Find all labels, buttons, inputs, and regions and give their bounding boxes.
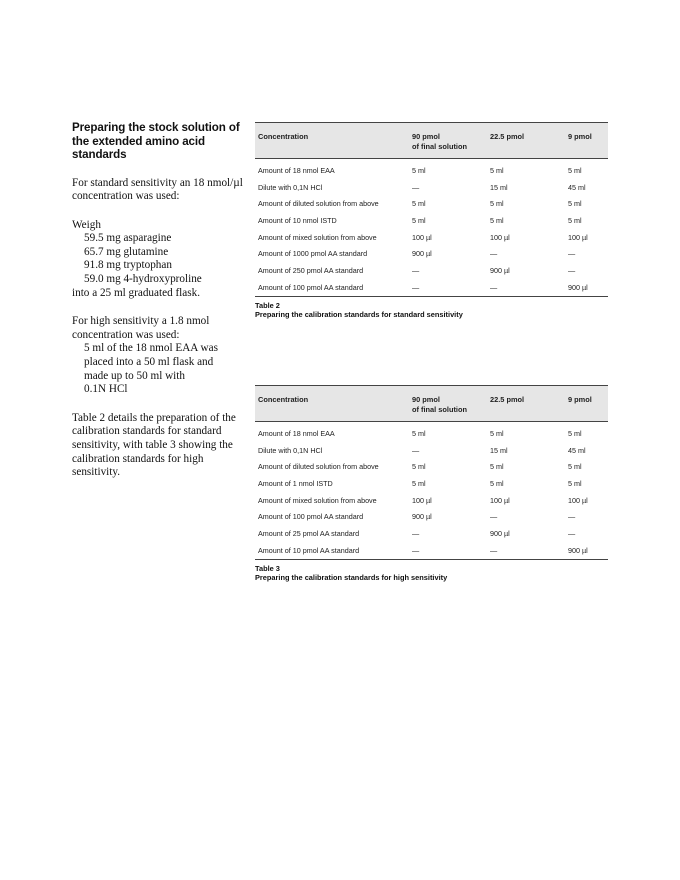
- cell: —: [412, 182, 420, 192]
- weigh-block: [72, 219, 244, 301]
- table-row: [255, 492, 608, 509]
- high-sensitivity-line: 5 ml of the 18 nmol EAA was: [84, 342, 218, 355]
- cell: —: [487, 542, 565, 559]
- cell: Amount of 18 nmol EAA: [258, 428, 335, 438]
- header-22-5-pmol: 22.5 pmol: [490, 395, 525, 404]
- cell: —: [490, 512, 498, 522]
- cell: 5 ml: [568, 462, 582, 472]
- cell: 5 ml: [412, 215, 426, 225]
- header-9-pmol: 9 pmol: [568, 132, 592, 141]
- table-row: [255, 159, 608, 179]
- cell: Amount of 1 nmol ISTD: [258, 478, 333, 488]
- table-row: [255, 245, 608, 262]
- cell: Amount of 18 nmol EAA: [258, 165, 335, 175]
- left-text-column: [72, 121, 244, 480]
- cell: 5 ml: [490, 478, 504, 488]
- cell: 100 µl: [490, 232, 510, 242]
- high-sensitivity-intro: For high sensitivity a 1.8 nmol concentration was used:: [72, 315, 210, 341]
- table-row: [255, 525, 608, 542]
- table-row: [255, 458, 608, 475]
- cell: —: [568, 512, 576, 522]
- high-sensitivity-line: made up to 50 ml with: [84, 369, 185, 382]
- cell: 100 µl: [568, 232, 588, 242]
- cell: Amount of diluted solution from above: [258, 199, 379, 209]
- cell: —: [409, 279, 487, 296]
- weigh-item: 91.8 mg tryptophan: [84, 259, 172, 272]
- cell: Amount of diluted solution from above: [258, 462, 379, 472]
- cell: —: [412, 445, 420, 455]
- table-row: [255, 212, 608, 229]
- cell: 5 ml: [568, 215, 582, 225]
- header-concentration: Concentration: [258, 395, 309, 404]
- cell: 5 ml: [568, 199, 582, 209]
- table-2-caption-title: Table 2: [255, 300, 280, 310]
- cell: 5 ml: [490, 199, 504, 209]
- cell: Amount of mixed solution from above: [258, 232, 377, 242]
- cell: 100 µl: [412, 495, 432, 505]
- table-header-row: [255, 386, 608, 422]
- high-sensitivity-line: 0.1N HCl: [84, 383, 128, 396]
- cell: 45 ml: [568, 182, 586, 192]
- cell: —: [568, 265, 576, 275]
- header-concentration: Concentration: [258, 132, 309, 141]
- weigh-end: into a 25 ml graduated flask.: [72, 286, 201, 299]
- cell: 900 µl: [565, 542, 608, 559]
- cell: 5 ml: [412, 199, 426, 209]
- cell: —: [487, 279, 565, 296]
- table-header-row: [255, 123, 608, 159]
- table-row: [255, 179, 608, 196]
- header-9-pmol: 9 pmol: [568, 395, 592, 404]
- cell: 5 ml: [490, 165, 504, 175]
- cell: 5 ml: [568, 478, 582, 488]
- cell: Dilute with 0,1N HCl: [258, 182, 323, 192]
- cell: 900 µl: [565, 279, 608, 296]
- cell: 5 ml: [568, 165, 582, 175]
- section-heading: Preparing the stock solution of the extended amino acid standards: [72, 121, 240, 161]
- cell: 900 µl: [490, 528, 510, 538]
- weigh-label: Weigh: [72, 218, 101, 231]
- table-row: [255, 542, 608, 559]
- table-row: [255, 442, 608, 459]
- cell: 5 ml: [412, 462, 426, 472]
- standard-sensitivity-paragraph: For standard sensitivity an 18 nmol/µl concentration was used:: [72, 176, 243, 203]
- header-90-pmol: 90 pmol of final solution: [412, 132, 468, 151]
- table-row: [255, 279, 608, 296]
- cell: Amount of mixed solution from above: [258, 495, 377, 505]
- weigh-item: 59.5 mg asparagine: [84, 232, 172, 245]
- cell: —: [409, 542, 487, 559]
- cell: 5 ml: [412, 165, 426, 175]
- table-2: [255, 122, 608, 320]
- tables-description-paragraph: Table 2 details the preparation of the calibration standards for standard sensitivity, with table 3 showing the calibration standards for high sensitivity.: [72, 411, 236, 479]
- cell: 5 ml: [568, 428, 582, 438]
- cell: Amount of 10 nmol ISTD: [258, 215, 337, 225]
- cell: 5 ml: [490, 215, 504, 225]
- cell: —: [568, 528, 576, 538]
- table-row: [255, 262, 608, 279]
- table-3: [255, 385, 608, 583]
- high-sensitivity-line: placed into a 50 ml flask and: [84, 356, 214, 369]
- table-row: [255, 195, 608, 212]
- cell: 100 µl: [568, 495, 588, 505]
- table-2-caption-text: Preparing the calibration standards for standard sensitivity: [255, 310, 463, 320]
- header-90-pmol: 90 pmol of final solution: [412, 395, 468, 414]
- table-row: [255, 475, 608, 492]
- cell: 5 ml: [490, 428, 504, 438]
- table-2-caption: [255, 301, 608, 320]
- cell: —: [568, 249, 576, 259]
- table-row: [255, 229, 608, 246]
- cell: 5 ml: [412, 478, 426, 488]
- weigh-item: 65.7 mg glutamine: [84, 245, 169, 258]
- cell: 100 µl: [412, 232, 432, 242]
- cell: 15 ml: [490, 182, 508, 192]
- cell: 900 µl: [490, 265, 510, 275]
- cell: Amount of 25 pmol AA standard: [258, 528, 360, 538]
- header-22-5-pmol: 22.5 pmol: [490, 132, 525, 141]
- cell: 15 ml: [490, 445, 508, 455]
- cell: 5 ml: [490, 462, 504, 472]
- table-row: [255, 508, 608, 525]
- cell: —: [412, 265, 420, 275]
- table-2-grid: [255, 122, 608, 297]
- cell: 5 ml: [412, 428, 426, 438]
- cell: Dilute with 0,1N HCl: [258, 445, 323, 455]
- cell: 900 µl: [412, 512, 432, 522]
- cell: Amount of 100 pmol AA standard: [255, 279, 409, 296]
- cell: Amount of 100 pmol AA standard: [258, 512, 364, 522]
- cell: 45 ml: [568, 445, 586, 455]
- high-sensitivity-block: [72, 315, 244, 397]
- cell: Amount of 250 pmol AA standard: [258, 265, 364, 275]
- cell: Amount of 1000 pmol AA standard: [258, 249, 368, 259]
- table-3-grid: [255, 385, 608, 560]
- cell: —: [490, 249, 498, 259]
- cell: 900 µl: [412, 249, 432, 259]
- cell: Amount of 10 pmol AA standard: [255, 542, 409, 559]
- cell: —: [412, 528, 420, 538]
- table-3-caption-title: Table 3: [255, 563, 280, 573]
- table-3-caption-text: Preparing the calibration standards for high sensitivity: [255, 573, 448, 583]
- table-row: [255, 422, 608, 442]
- cell: 100 µl: [490, 495, 510, 505]
- weigh-item: 59.0 mg 4-hydroxyproline: [84, 273, 202, 286]
- table-3-caption: [255, 564, 608, 583]
